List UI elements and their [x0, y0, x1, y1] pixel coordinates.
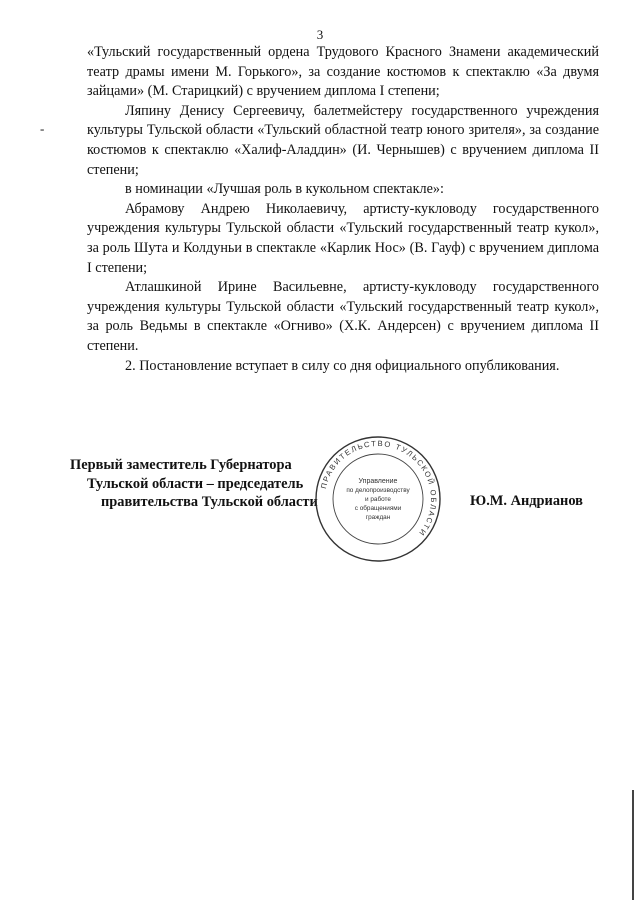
stamp-center-line: с обращениями	[354, 505, 402, 512]
stamp-center-line: Управление	[358, 478, 398, 485]
paragraph-effective-date: 2. Постановление вступает в силу со дня официального опубликования.	[125, 357, 560, 374]
document-body	[87, 43, 599, 376]
signatory-position-line: Тульской области – председатель	[87, 475, 304, 492]
signatory-position-line: Первый заместитель Губернатора	[70, 457, 292, 473]
scan-edge-line	[632, 790, 634, 900]
paragraph-abramov: Абрамову Андрею Николаевичу, артисту-кукловоду государственного учреждения культуры Тульской области «Тульский государственный театр кукол», за роль Шута и Колдуньи в спектакле «Карлик Нос» (В. Гауф) с вручением диплома I степени;	[87, 200, 599, 276]
paragraph-nomination-puppet: в номинации «Лучшая роль в кукольном спектакле»:	[125, 181, 444, 198]
margin-mark: -	[40, 121, 45, 136]
stamp-center-line: и работе	[365, 496, 391, 503]
paragraph-atlashkina: Атлашкиной Ирине Васильевне, артисту-кукловоду государственного учреждения культуры Тульской области «Тульский государственный театр кукол», за роль Ведьмы в спектакле «Огниво» (Х.К. Андерсен) с вручением диплома II степени.	[87, 279, 599, 354]
paragraph-theatre-drama: «Тульский государственный ордена Трудового Красного Знамени академический театр драмы имени М. Горького», за создание костюмов к спектаклю «За двумя зайцами» (М. Старицкий) с вручением диплома I степени;	[87, 44, 599, 100]
stamp-center-line: граждан	[365, 514, 391, 521]
page-number: 3	[316, 27, 324, 42]
signatory-position	[70, 456, 335, 512]
stamp-center-line: по делопроизводству	[346, 487, 410, 494]
paragraph-lyapin: Ляпину Денису Сергеевичу, балетмейстеру государственного учреждения культуры Тульской области «Тульский областной театр юного зрителя», за создание костюмов к спектаклю «Халиф-Аладдин» (И. Чернышев) с вручением диплома II степени;	[87, 102, 599, 178]
signatory-position-line: правительства Тульской области	[101, 494, 318, 511]
stamp-ring-text: ПРАВИТЕЛЬСТВО ТУЛЬСКОЙ ОБЛАСТИ	[319, 438, 439, 539]
signatory-name: Ю.М. Андрианов	[470, 493, 583, 509]
official-stamp	[314, 416, 442, 582]
